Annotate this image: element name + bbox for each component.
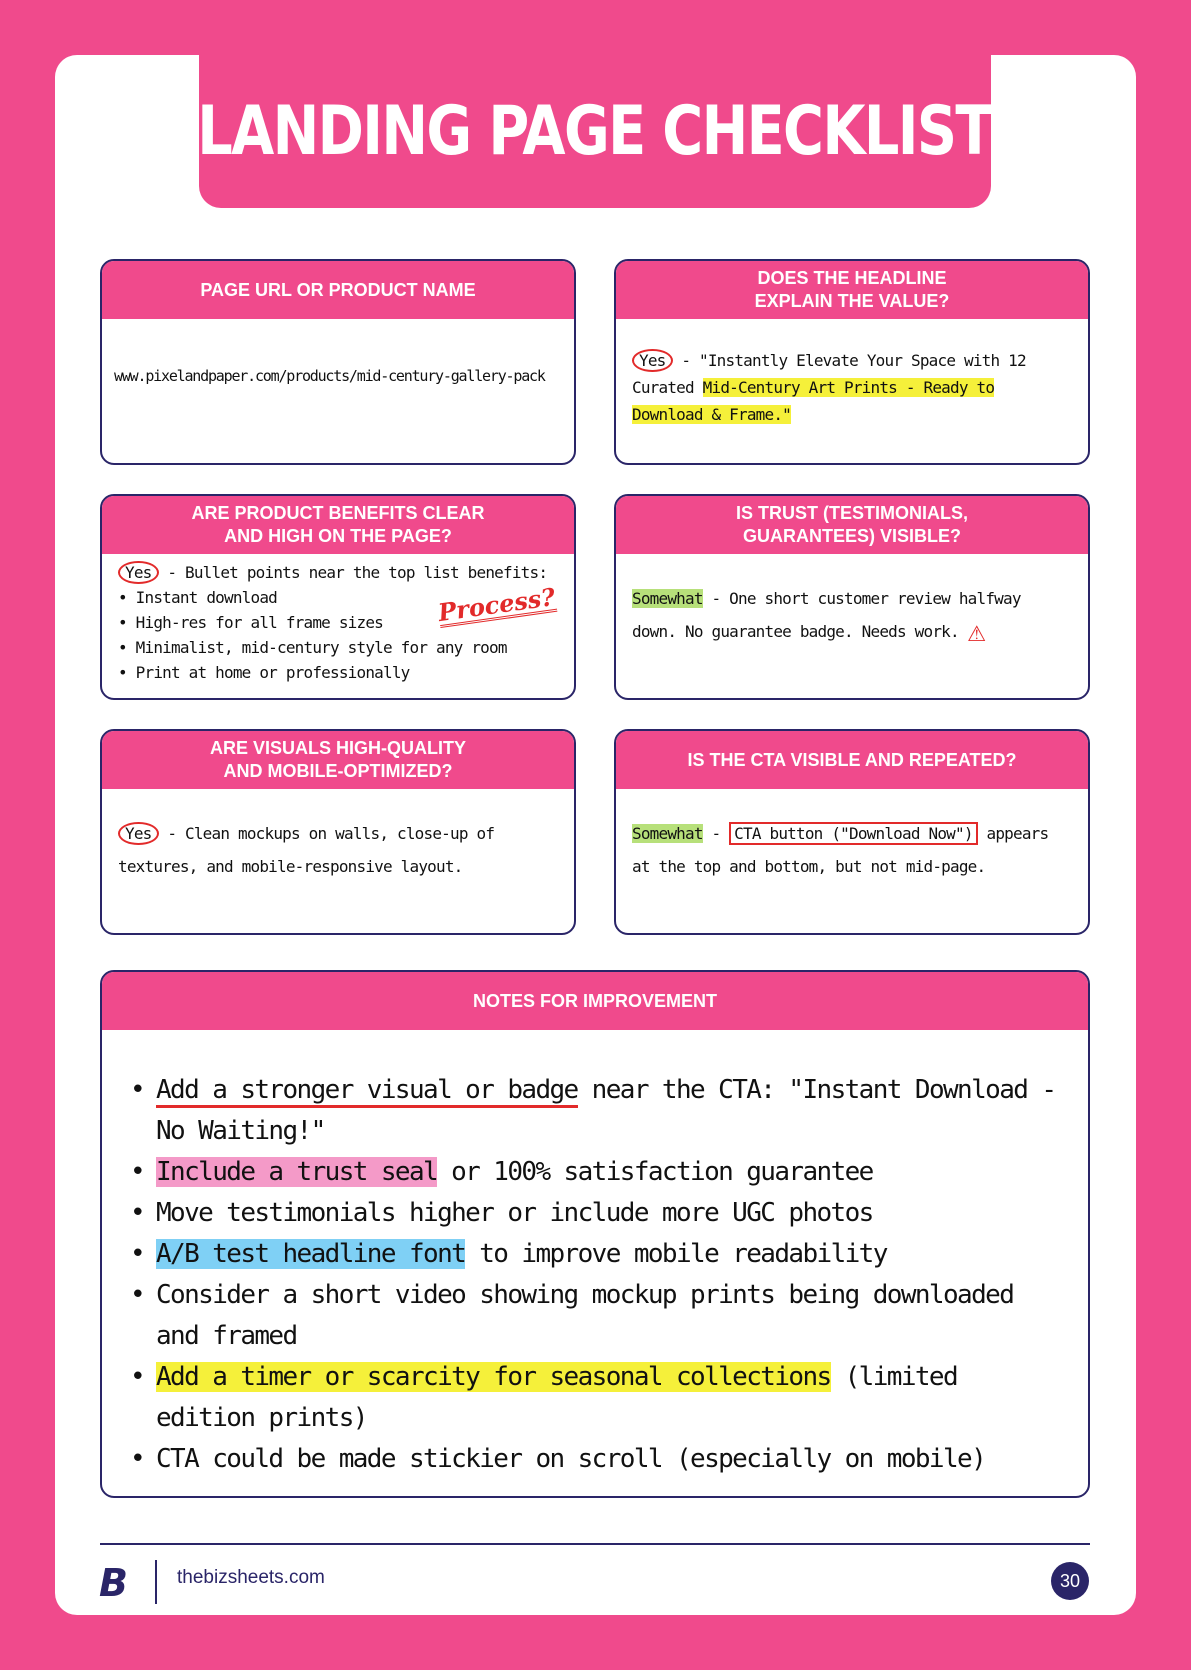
heading-line: AND HIGH ON THE PAGE? bbox=[224, 526, 452, 546]
list-item bbox=[130, 1152, 1064, 1193]
card-heading bbox=[616, 496, 1088, 554]
heading-line: GUARANTEES) VISIBLE? bbox=[742, 526, 961, 546]
card-trust bbox=[614, 494, 1090, 700]
dash: - bbox=[702, 824, 730, 843]
notes-list bbox=[102, 1030, 1088, 1498]
card-body bbox=[616, 554, 1088, 660]
list-item: • High-res for all frame sizes bbox=[118, 610, 558, 635]
process-annotation: Process? bbox=[436, 581, 558, 628]
brand-logo: B bbox=[99, 1561, 128, 1605]
card-body bbox=[102, 554, 574, 697]
card-body bbox=[102, 789, 574, 895]
card-visuals bbox=[100, 729, 576, 935]
card-heading: IS THE CTA VISIBLE AND REPEATED? bbox=[616, 731, 1088, 789]
highlighted-headline: Mid-Century Art Prints - Ready to Download & Frame." bbox=[632, 378, 995, 424]
highlighted-note: A/B test headline font bbox=[156, 1239, 466, 1269]
benefits-intro: - Bullet points near the top list benefits: bbox=[167, 563, 548, 582]
list-item bbox=[130, 1070, 1064, 1152]
answer-circled: Yes bbox=[632, 349, 673, 372]
checklist-sheet bbox=[55, 55, 1136, 1615]
card-body bbox=[616, 789, 1088, 895]
list-item bbox=[130, 1357, 1064, 1439]
footer-separator bbox=[155, 1560, 157, 1604]
list-item: • Move testimonials higher or include more UGC photos bbox=[130, 1193, 1064, 1234]
heading-line: IS TRUST (TESTIMONIALS, bbox=[736, 503, 968, 523]
list-item: • Print at home or professionally bbox=[118, 660, 558, 685]
url-value: www.pixelandpaper.com/products/mid-century-gallery-pack bbox=[114, 367, 545, 385]
card-heading: PAGE URL OR PRODUCT NAME bbox=[102, 261, 574, 319]
card-notes bbox=[100, 970, 1090, 1498]
card-heading bbox=[102, 496, 574, 554]
card-heading bbox=[616, 261, 1088, 319]
answer-text: - "Instantly Elevate Your Space with 12 Curated bbox=[632, 351, 1026, 397]
note-text: to improve mobile readability bbox=[465, 1239, 887, 1269]
card-benefits bbox=[100, 494, 576, 700]
visuals-text: - Clean mockups on walls, close-up of textures, and mobile-responsive layout. bbox=[118, 824, 495, 876]
page-title: LANDING PAGE CHECKLIST bbox=[197, 92, 993, 171]
cta-boxed-text: CTA button ("Download Now") bbox=[729, 822, 978, 845]
footer-divider bbox=[100, 1543, 1090, 1545]
site-url[interactable]: thebizsheets.com bbox=[177, 1567, 325, 1588]
answer-circled: Yes bbox=[118, 561, 159, 584]
cta-text: appears at the top and bottom, but not mid-page. bbox=[632, 824, 1049, 876]
page-number: 30 bbox=[1051, 1562, 1089, 1600]
warning-triangle-icon: ⚠ bbox=[967, 614, 986, 649]
answer-circled: Yes bbox=[118, 822, 159, 845]
answer-highlighted: Somewhat bbox=[632, 824, 703, 843]
heading-line: ARE PRODUCT BENEFITS CLEAR bbox=[191, 503, 485, 523]
trust-text: - One short customer review halfway down. No guarantee badge. Needs work. bbox=[632, 589, 1021, 641]
card-heading: NOTES FOR IMPROVEMENT bbox=[102, 972, 1088, 1030]
list-item: • CTA could be made stickier on scroll (especially on mobile) bbox=[130, 1439, 1064, 1480]
note-text: or 100% satisfaction guarantee bbox=[437, 1157, 873, 1187]
list-item: • Instant download bbox=[118, 585, 558, 610]
card-headline bbox=[614, 259, 1090, 465]
highlighted-note: Include a trust seal bbox=[156, 1157, 438, 1187]
heading-line: AND MOBILE-OPTIMIZED? bbox=[223, 761, 453, 781]
note-text: near the CTA: "Instant Download - No Waiting!" bbox=[156, 1075, 1056, 1146]
list-item bbox=[130, 1234, 1064, 1275]
heading-line: EXPLAIN THE VALUE? bbox=[754, 291, 950, 311]
card-body bbox=[102, 319, 574, 402]
list-item: • Consider a short video showing mockup prints being downloaded and framed bbox=[130, 1275, 1064, 1357]
title-banner bbox=[199, 55, 991, 208]
highlighted-note: Add a timer or scarcity for seasonal collections bbox=[156, 1362, 831, 1392]
note-text: (limited edition prints) bbox=[156, 1362, 958, 1433]
card-body bbox=[616, 319, 1088, 440]
heading-line: ARE VISUALS HIGH-QUALITY bbox=[209, 738, 466, 758]
underlined-note: Add a stronger visual or badge bbox=[156, 1075, 578, 1108]
heading-line: DOES THE HEADLINE bbox=[757, 268, 947, 288]
card-page-url bbox=[100, 259, 576, 465]
card-cta bbox=[614, 729, 1090, 935]
answer-highlighted: Somewhat bbox=[632, 589, 703, 608]
list-item: • Minimalist, mid-century style for any room bbox=[118, 635, 558, 660]
card-heading bbox=[102, 731, 574, 789]
